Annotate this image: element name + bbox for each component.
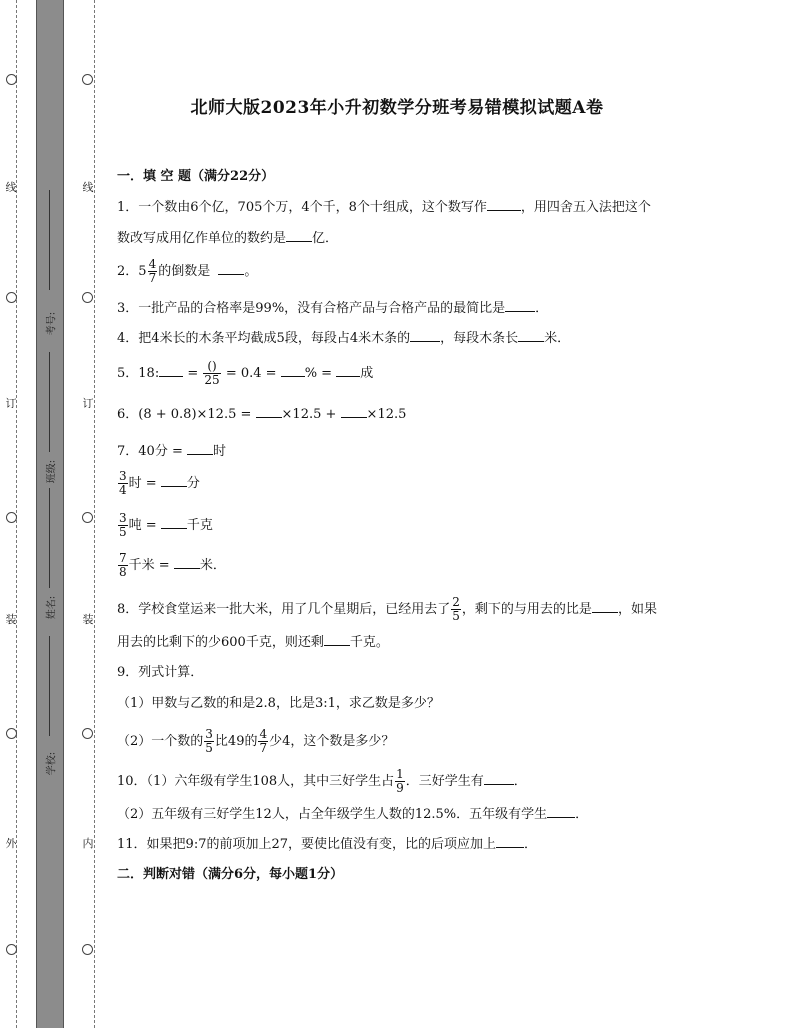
q10-text-b: ．三好学生有: [405, 774, 484, 789]
q3-text-a: 3．一批产品的合格率是99%，没有合格产品与合格产品的最简比是: [117, 301, 506, 316]
q1-text-b: ，用四舍五入法把这个: [520, 200, 651, 215]
binding-hole: [6, 292, 17, 303]
outer-char-ding: 订: [5, 397, 17, 410]
q9-p2-numerator-1: 3: [205, 727, 213, 741]
question-7-line-1: [117, 443, 226, 461]
q5-text-b: =: [187, 366, 199, 381]
binding-hole: [82, 74, 93, 85]
question-10-part-2: [117, 806, 588, 824]
class-field[interactable]: [49, 352, 50, 452]
q10-text-d: （2）五年级有三好学生12人，占全年级学生人数的12.5%．五年级有学生: [117, 807, 548, 822]
q4-blank-2[interactable]: [518, 330, 544, 342]
q7-r2-numerator: 3: [119, 469, 127, 483]
question-1-line-2: [117, 230, 338, 248]
q10-text-a: 10．（1）六年级有学生108人，其中三好学生占: [117, 774, 395, 789]
binding-hole: [6, 944, 17, 955]
binding-hole: [6, 74, 17, 85]
exam-number-field[interactable]: [49, 190, 50, 290]
q11-text-b: ．: [524, 837, 538, 852]
q9-p2-text-c: 少4，这个数是多少？: [269, 734, 395, 749]
q9-p2-denominator-2: 7: [259, 741, 268, 755]
school-label: 学校:: [46, 751, 58, 776]
q7-r3-text-b: 千克: [186, 518, 213, 533]
question-9-part-2: [117, 728, 394, 755]
outer-char-xian: 线: [5, 181, 17, 194]
inner-char-xian: 线: [82, 181, 94, 194]
q7-blank-4[interactable]: [174, 557, 200, 569]
q7-r4-denominator: 8: [119, 565, 127, 579]
q4-blank-1[interactable]: [410, 330, 440, 342]
q10-blank-2[interactable]: [547, 806, 575, 818]
q2-text-c: 。: [244, 264, 258, 279]
q4-text-b: ，每段木条长: [440, 331, 519, 346]
q9-p2-fraction-2: [258, 728, 268, 755]
binding-hole: [6, 512, 17, 523]
q10-fraction: [395, 768, 405, 795]
q10-text-e: ．: [575, 807, 589, 822]
q7-r3-fraction: [118, 512, 128, 539]
question-5: [117, 360, 373, 387]
q7-r4-numerator: 7: [119, 551, 127, 565]
q8-denominator: 5: [452, 609, 460, 623]
q4-text-c: 米．: [544, 331, 571, 346]
question-9: 9．列式计算．: [117, 665, 204, 680]
class-label: 班级:: [46, 459, 58, 484]
q7-r4-fraction: [118, 552, 128, 579]
inner-char-zhuang: 装: [82, 613, 94, 626]
q5-text-c: = 0.4 =: [225, 366, 277, 381]
question-2: [117, 258, 257, 285]
question-6: [117, 406, 406, 424]
q7-blank-2[interactable]: [161, 475, 187, 487]
q1-blank-2[interactable]: [286, 230, 312, 242]
q8-text-e: 千克。: [349, 635, 389, 650]
q5-numerator: (): [203, 360, 220, 374]
q2-whole: 5: [138, 264, 147, 279]
question-7-line-4: [117, 552, 226, 579]
binding-hole: [82, 728, 93, 739]
inner-char-ding: 订: [82, 397, 94, 410]
q8-text-d: 用去的比剩下的少600千克，则还剩: [117, 635, 324, 650]
question-11: [117, 836, 537, 854]
outer-char-zhuang: 装: [5, 613, 17, 626]
binding-hole: [82, 944, 93, 955]
q5-fraction: [203, 360, 220, 387]
q2-denominator: 7: [148, 271, 157, 285]
q2-text-a: 2．: [117, 264, 139, 279]
school-field[interactable]: [49, 636, 50, 736]
inner-char-nei: 内: [82, 837, 94, 850]
q6-text-b: ×12.5 +: [281, 407, 337, 422]
question-8-line-2: [117, 634, 389, 652]
q3-text-b: ．: [535, 301, 549, 316]
q8-blank-1[interactable]: [592, 601, 618, 613]
binding-hole: [82, 292, 93, 303]
q10-blank-1[interactable]: [484, 773, 514, 785]
binding-hole: [82, 512, 93, 523]
q1-text-d: 亿．: [312, 231, 339, 246]
q2-fraction: [148, 258, 158, 285]
q7-r2-denominator: 4: [119, 483, 127, 497]
outer-char-wai: 外: [5, 837, 17, 850]
question-3: [117, 300, 548, 318]
q5-text-a: 5．18:: [117, 366, 160, 381]
q9-p2-text-b: 比49的: [214, 734, 258, 749]
q8-blank-2[interactable]: [324, 634, 350, 646]
q7-r3-denominator: 5: [119, 525, 127, 539]
inner-dashed-line: [94, 0, 95, 1028]
binding-hole: [6, 728, 17, 739]
q7-blank-3[interactable]: [161, 517, 187, 529]
q5-blank-3[interactable]: [336, 365, 360, 377]
q6-text-a: 6．(8 + 0.8)×12.5 =: [117, 407, 252, 422]
section-heading-fill-blank: 一．填 空 题（满分22分）: [117, 169, 275, 184]
q10-text-c: ．: [513, 774, 527, 789]
q5-text-e: 成: [360, 366, 374, 381]
q5-blank-2[interactable]: [281, 365, 305, 377]
q8-text-b: ，剩下的与用去的比是: [461, 602, 592, 617]
q7-text-a: 7．40分 =: [117, 444, 183, 459]
q7-text-b: 时: [212, 444, 226, 459]
q7-r2-text-a: 时 =: [128, 476, 157, 491]
question-7-line-2: [117, 470, 200, 497]
q11-text-a: 11．如果把9:7的前项加上27，要使比值没有变，比的后项应加上: [117, 837, 497, 852]
q1-text-c: 数改写成用亿作单位的数约是: [117, 231, 287, 246]
q1-text-a: 1．一个数由6个亿，705个万，4个千，8个十组成，这个数写作: [117, 200, 487, 215]
name-label: 姓名:: [46, 595, 58, 620]
page-title: 北师大版2023年小升初数学分班考易错模拟试题A卷: [190, 98, 604, 118]
q9-p2-denominator-1: 5: [205, 741, 213, 755]
q8-numerator: 2: [452, 595, 460, 609]
q7-r2-fraction: [118, 470, 128, 497]
q4-text-a: 4．把4米长的木条平均截成5段，每段占4米木条的: [117, 331, 411, 346]
q3-blank[interactable]: [505, 300, 535, 312]
question-9-part-1: （1）甲数与乙数的和是2.8，比是3:1，求乙数是多少？: [117, 696, 440, 711]
q11-blank[interactable]: [496, 836, 524, 848]
q5-blank-1[interactable]: [159, 365, 183, 377]
q5-text-d: % =: [304, 366, 333, 381]
binding-strip: [36, 0, 64, 1028]
name-field[interactable]: [49, 488, 50, 588]
q7-r2-text-b: 分: [186, 476, 200, 491]
q10-denominator: 9: [396, 781, 404, 795]
q1-blank-1[interactable]: [487, 199, 521, 211]
question-4: [117, 330, 570, 348]
q8-text-a: 8．学校食堂运来一批大米，用了几个星期后，已经用去了: [117, 602, 451, 617]
q7-r4-text-a: 千米 =: [128, 558, 170, 573]
q6-blank-1[interactable]: [256, 406, 282, 418]
question-1-line-1: [117, 199, 651, 217]
q8-text-c: ，如果: [617, 602, 657, 617]
q2-blank[interactable]: [218, 263, 244, 275]
q2-text-b: 的倒数是: [158, 264, 211, 279]
q9-p2-fraction-1: [204, 728, 214, 755]
question-8-line-1: [117, 596, 657, 623]
q6-blank-2[interactable]: [341, 406, 367, 418]
section-heading-true-false: 二．判断对错（满分6分，每小题1分）: [117, 867, 344, 882]
q7-r3-numerator: 3: [119, 511, 127, 525]
q7-r3-text-a: 吨 =: [128, 518, 157, 533]
question-10-part-1: [117, 768, 527, 795]
q9-p2-numerator-2: 4: [259, 727, 268, 741]
q2-numerator: 4: [148, 257, 157, 271]
q5-denominator: 25: [204, 373, 220, 387]
q8-fraction: [451, 596, 461, 623]
q9-p2-text-a: （2）一个数的: [117, 734, 204, 749]
q7-r4-text-b: 米．: [199, 558, 226, 573]
q7-blank-1[interactable]: [187, 443, 213, 455]
question-7-line-3: [117, 512, 213, 539]
exam-number-label: 考号:: [46, 311, 58, 336]
q6-text-c: ×12.5: [366, 407, 407, 422]
q10-numerator: 1: [396, 767, 404, 781]
